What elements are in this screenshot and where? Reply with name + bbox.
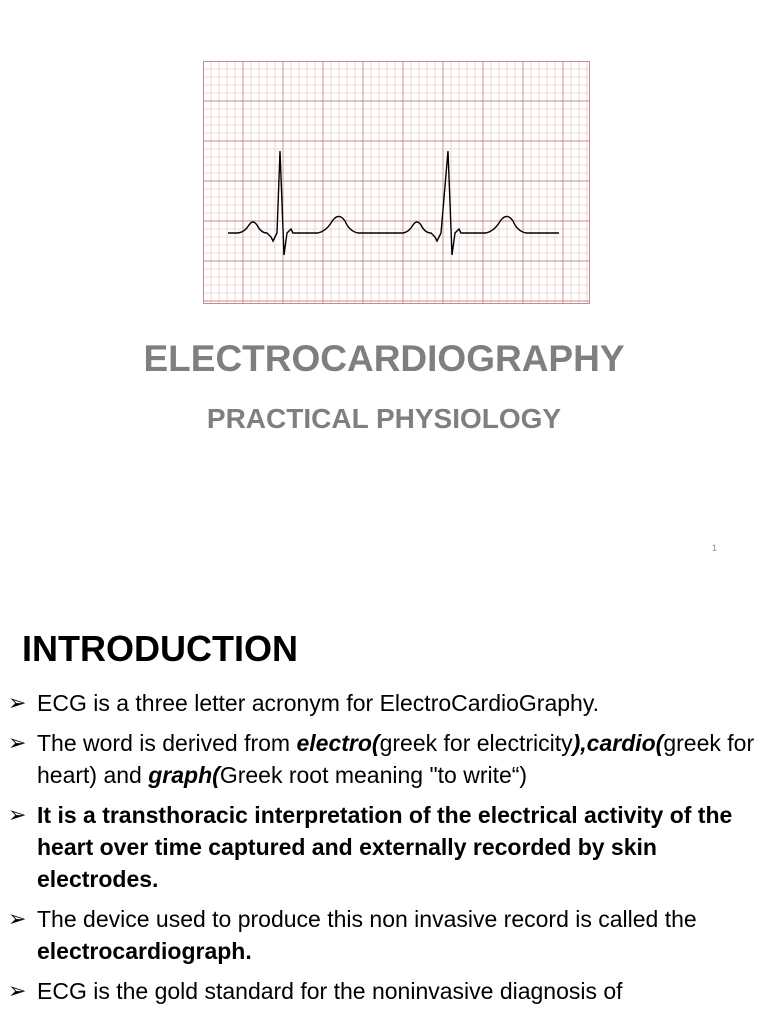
bullet-item <box>8 975 763 1007</box>
bullet-text: It is a transthoracic interpretation of the electrical activity of the heart over time captured and externally recorded by skin electrodes. <box>37 802 733 892</box>
term-electrocardiograph: electrocardiograph. <box>37 938 252 964</box>
ecg-image <box>203 61 590 304</box>
bullet-item <box>8 727 763 791</box>
section-heading: INTRODUCTION <box>22 628 298 669</box>
bullet-text: The device used to produce this non invasive record is called the <box>37 906 697 932</box>
slide-title: ELECTROCARDIOGRAPHY <box>143 338 625 379</box>
arrow-bullet-icon: ➢ <box>8 690 27 715</box>
term-cardio: ),cardio( <box>572 730 664 756</box>
term-electro: electro <box>296 730 372 756</box>
bullet-text: The word is derived from <box>37 730 297 756</box>
arrow-bullet-icon: ➢ <box>8 978 27 1003</box>
term-graph: graph( <box>148 762 220 788</box>
bullet-item <box>8 799 763 895</box>
arrow-bullet-icon: ➢ <box>8 802 27 827</box>
bullet-text: greek for heart) and <box>37 730 755 788</box>
bullet-text: ECG is the gold standard for the noninvasive diagnosis of <box>37 978 623 1004</box>
bullet-item <box>8 903 763 967</box>
bullet-text: Greek root meaning "to write“) <box>219 762 528 788</box>
bullet-text: greek for electricity <box>379 730 573 756</box>
ecg-waveform <box>228 151 559 255</box>
bullet-item <box>8 687 763 719</box>
bullet-text: ECG is a three letter acronym for ElectroCardioGraphy. <box>37 690 600 716</box>
introduction-slide <box>0 600 768 1024</box>
arrow-bullet-icon: ➢ <box>8 730 27 755</box>
bullet-list <box>8 687 763 1015</box>
page-number: 1 <box>712 543 718 553</box>
paren: ( <box>371 730 380 756</box>
ecg-trace-icon <box>203 61 590 304</box>
slide-subtitle: PRACTICAL PHYSIOLOGY <box>206 403 562 434</box>
arrow-bullet-icon: ➢ <box>8 906 27 931</box>
